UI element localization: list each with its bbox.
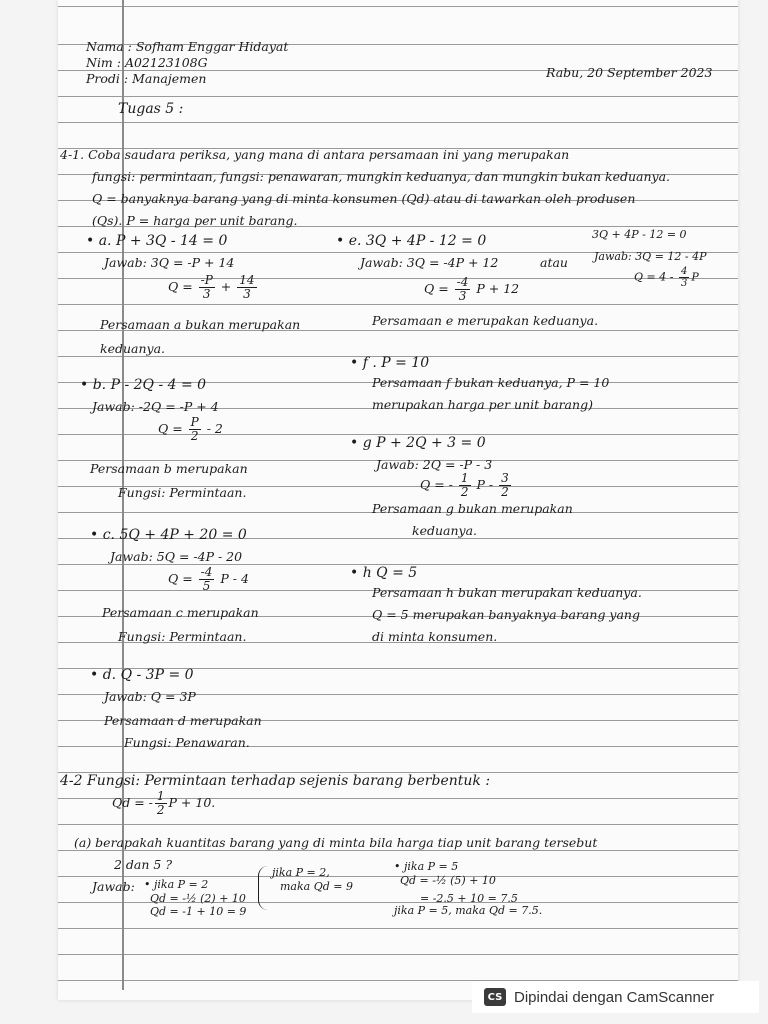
eq-f-conclusion-1: Persamaan f bukan keduanya, P = 10 [372,375,610,390]
eq-d: • d. Q - 3P = 0 [90,667,194,683]
eq-h: • h Q = 5 [350,565,418,581]
q2-case1-line-3: Qd = -1 + 10 = 9 [150,905,247,918]
eq-a-conclusion-1: Persamaan a bukan merupakan [100,317,301,332]
eq-f: • f . P = 10 [350,355,430,371]
eq-b-jawab: Jawab: -2Q = -P + 4 [92,399,219,414]
q2-jawab: Jawab: [92,879,135,894]
eq-c-result: Q = $\frac{-4}{5}$ P - 4 [168,565,249,593]
eq-b-conclusion-1: Persamaan b merupakan [90,461,248,476]
eq-d-conclusion-1: Persamaan d merupakan [104,713,262,728]
q2-case2-line-1: • jika P = 5 [394,860,459,873]
eq-b: • b. P - 2Q - 4 = 0 [80,377,207,393]
eq-c-conclusion-2: Fungsi: Permintaan. [118,629,247,644]
eq-e-conclusion: Persamaan e merupakan keduanya. [372,313,599,328]
eq-e-jawab: Jawab: 3Q = -4P + 12 [360,255,499,270]
student-prodi: Prodi : Manajemen [86,71,207,86]
eq-g: • g P + 2Q + 3 = 0 [350,435,486,451]
eq-h-conclusion-1: Persamaan h bukan merupakan keduanya. [372,585,642,600]
q2-title: 4-2 Fungsi: Permintaan terhadap sejenis barang berbentuk : [60,773,491,789]
eq-d-jawab: Jawab: Q = 3P [104,689,196,704]
eq-g-result: Q = - $\frac{1}{2}$ P - $\frac{3}{2}$ [420,471,509,499]
eq-h-conclusion-2: Q = 5 merupakan banyaknya barang yang [372,607,640,622]
eq-e-alt-jawab: Jawab: 3Q = 12 - 4P [594,250,707,263]
eq-e-atau: atau [540,255,568,270]
q1-intro-line-1: 4-1. Coba saudara periksa, yang mana di antara persamaan ini yang merupakan [60,147,570,162]
q2-case1-summary-1: jika P = 2, [272,866,330,879]
q1-intro-line-3: Q = banyaknya barang yang di minta konsumen (Qd) atau di tawarkan oleh produsen [92,191,636,206]
eq-c-conclusion-1: Persamaan c merupakan [102,605,259,620]
eq-e-result: Q = $\frac{-4}{3}$ P + 12 [424,275,520,303]
q1-intro-line-2: fungsi: permintaan, fungsi: penawaran, mungkin keduanya, dan mungkin bukan keduanya. [92,169,671,184]
eq-b-conclusion-2: Fungsi: Permintaan. [118,485,247,500]
q2-function: Qd = - $\frac{1}{2}$ P + 10. [112,789,216,817]
date: Rabu, 20 September 2023 [546,65,713,80]
q2-question-line-1: (a) berapakah kuantitas barang yang di minta bila harga tiap unit barang tersebut [74,835,598,850]
eq-a-jawab: Jawab: 3Q = -P + 14 [104,255,235,270]
camscanner-icon: CS [484,988,506,1006]
eq-g-jawab: Jawab: 2Q = -P - 3 [376,457,493,472]
eq-b-result: Q = $\frac{P}{2}$ - 2 [158,415,223,443]
eq-g-conclusion-1: Persamaan g bukan merupakan [372,501,573,516]
q2-question-line-2: 2 dan 5 ? [114,857,173,872]
eq-c: • c. 5Q + 4P + 20 = 0 [90,527,247,543]
student-nim: Nim : A02123108G [86,55,208,70]
eq-e-alt: 3Q + 4P - 12 = 0 [592,228,687,241]
q2-case2-summary: jika P = 5, maka Qd = 7.5. [394,904,543,917]
eq-d-conclusion-2: Fungsi: Penawaran. [124,735,250,750]
q2-case1-line-1: • jika P = 2 [144,878,209,891]
eq-g-conclusion-2: keduanya. [412,523,478,538]
eq-h-conclusion-3: di minta konsumen. [372,629,498,644]
eq-c-jawab: Jawab: 5Q = -4P - 20 [110,549,243,564]
q2-case1-summary-2: maka Qd = 9 [280,880,353,893]
q2-case2-line-3: = -2.5 + 10 = 7.5 [420,892,518,905]
q1-intro-line-4: (Qs). P = harga per unit barang. [92,213,298,228]
q2-case1-line-2: Qd = -½ (2) + 10 [150,892,246,905]
q2-case2-line-2: Qd = -½ (5) + 10 [400,874,496,887]
brace [258,866,269,910]
eq-a: • a. P + 3Q - 14 = 0 [86,233,228,249]
eq-a-conclusion-2: keduanya. [100,341,166,356]
camscanner-label: Dipindai dengan CamScanner [514,988,715,1006]
student-name: Nama : Sofham Enggar Hidayat [86,39,289,54]
eq-e-alt-result: Q = 4 - $\frac{4}{3}$ P [634,266,699,289]
camscanner-badge [472,981,759,1013]
eq-f-conclusion-2: merupakan harga per unit barang) [372,397,593,412]
eq-e: • e. 3Q + 4P - 12 = 0 [336,233,487,249]
assignment-title: Tugas 5 : [118,101,184,117]
eq-a-result: Q = $\frac{-P}{3}$ + $\frac{14}{3}$ [168,273,255,301]
